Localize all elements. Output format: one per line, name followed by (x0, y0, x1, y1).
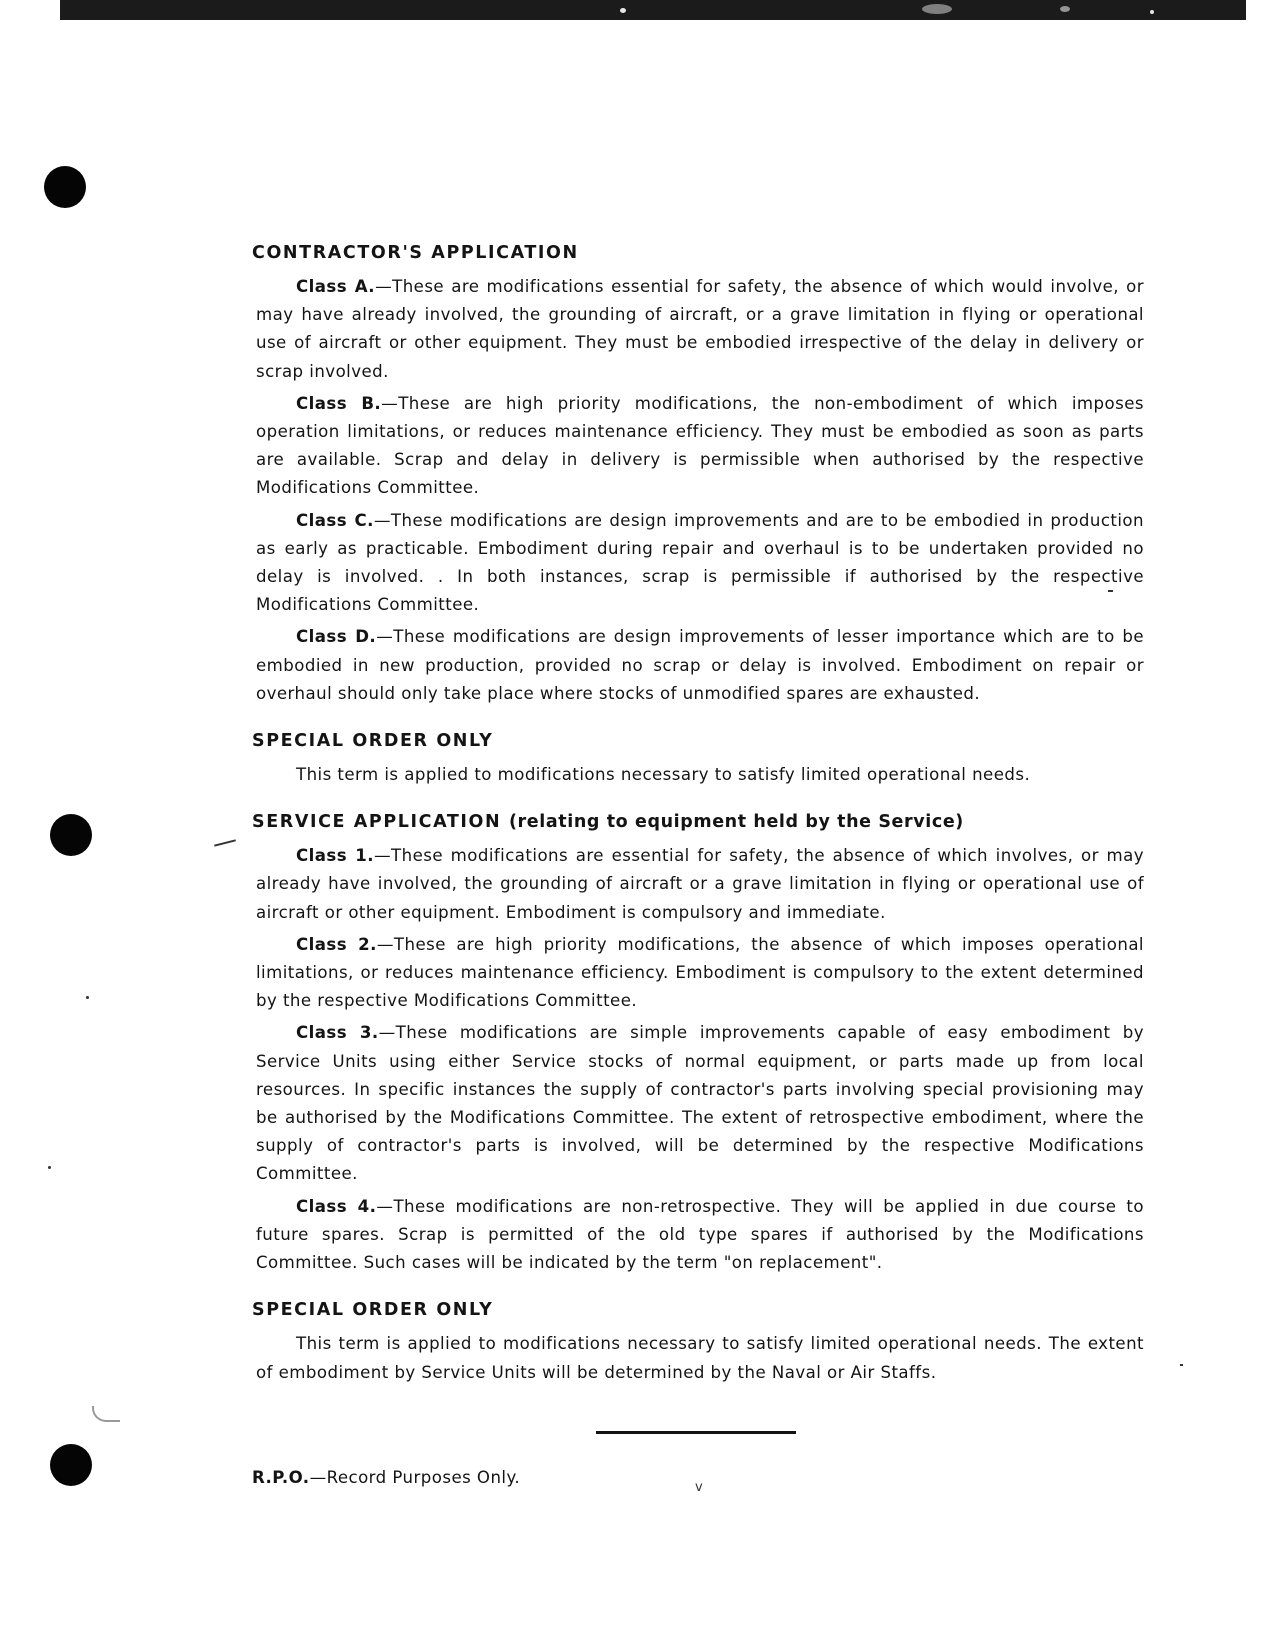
paragraph-class-2 (256, 931, 1144, 1016)
stray-mark (48, 1166, 51, 1169)
paragraph-text: —These modifications are design improvements of lesser importance which are to be embodied in new production, provided no scrap or delay is involved. Embodiment on repair or overhaul should only take place where stocks of unmodified spares are exhausted. (256, 627, 1144, 703)
heading-note: (relating to equipment held by the Service) (508, 812, 964, 833)
class-label: Class C. (296, 510, 374, 530)
section-gap (256, 793, 1144, 809)
section-heading (252, 809, 1144, 835)
page-mark: v (695, 1480, 703, 1495)
section-gap (256, 1281, 1144, 1297)
paragraph-special-order (256, 1330, 1144, 1386)
punch-hole-bottom (50, 1444, 92, 1486)
paragraph-text: This term is applied to modifications necessary to satisfy limited operational needs. The extent of embodiment by Service Units will be determined by the Naval or Air Staffs. (256, 1334, 1144, 1382)
class-label: Class D. (296, 627, 377, 647)
footnote-abbr: R.P.O. (252, 1467, 310, 1487)
paragraph-text: —These modifications are simple improvements capable of easy embodiment by Service Units using either Service stocks of normal equipment, or parts made up from local resources. In specific instances the supply of contractor's parts involving special provisioning may be authorised by the Modifications Committee. The extent of retrospective embodiment, where the supply of contractor's parts is involved, will be determined by the respective Modifications Committee. (256, 1023, 1144, 1184)
heading-text: SERVICE APPLICATION (252, 812, 502, 833)
paragraph-text: —These are high priority modifications, the non-embodiment of which imposes operation limitations, or reduces maintenance efficiency. They must be embodied as soon as parts are available. Scrap and delay in delivery is permissible when authorised by the respective Modifications Committee. (256, 393, 1144, 498)
paragraph-text: —These are high priority modifications, the absence of which imposes operational limitations, or reduces maintenance efficiency. Embodiment is compulsory to the extent determined by the respective Modifications Committee. (256, 934, 1144, 1011)
scan-speck (1150, 10, 1154, 14)
heading-text: CONTRACTOR'S APPLICATION (252, 243, 579, 263)
scan-speck (1060, 6, 1070, 12)
stray-mark (1180, 1364, 1183, 1366)
paragraph-text: This term is applied to modifications necessary to satisfy limited operational needs. (296, 765, 1031, 785)
paragraph-class-b (256, 390, 1144, 503)
paragraph-text: —These modifications are essential for safety, the absence of which involves, or may already have involved, the grounding of aircraft or a grave limitation in flying or operational use of aircraft or other equipment. Embodiment is compulsory and immediate. (256, 846, 1144, 922)
section-heading (252, 728, 1144, 754)
stray-mark (86, 996, 89, 999)
paragraph-text: —These are modifications essential for safety, the absence of which would involve, or may have already involved, the grounding of aircraft, or a grave limitation in flying or operational use of aircraft or other equipment. They must be embodied irrespective of the delay in delivery or scrap involved. (256, 277, 1144, 381)
class-label: Class 4. (296, 1196, 377, 1216)
scan-edge-bar (60, 0, 1246, 20)
section-heading (252, 240, 1144, 266)
stray-mark (214, 839, 236, 846)
paragraph-text: —These modifications are design improvements and are to be embodied in production as early as practicable. Embodiment during repair and overhaul is to be undertaken provided no delay is involved. . In both instances, scrap is permissible if authorised by the respective Modifications Committee. (256, 510, 1144, 615)
paragraph-class-4 (256, 1193, 1144, 1278)
punch-hole-top (44, 166, 86, 208)
paragraph-class-a (256, 273, 1144, 386)
paragraph-special-order (256, 761, 1144, 789)
scan-speck (922, 4, 952, 14)
footnote-text: —Record Purposes Only. (309, 1467, 521, 1487)
section-special-order-service (252, 1297, 1144, 1386)
heading-text: SPECIAL ORDER ONLY (252, 1300, 494, 1321)
section-gap (256, 712, 1144, 728)
section-heading (252, 1297, 1144, 1323)
stray-mark (92, 1406, 120, 1422)
class-label: Class A. (296, 277, 376, 296)
class-label: Class 3. (296, 1023, 379, 1043)
scan-speck (620, 8, 626, 13)
punch-hole-middle (50, 814, 92, 856)
paragraph-text: —These modifications are non-retrospective. They will be applied in due course to future spares. Scrap is permitted of the old type spares if authorised by the Modifications Committee. Such cases will be indicated by the term "on replacement". (256, 1196, 1144, 1273)
class-label: Class B. (296, 393, 382, 413)
paragraph-class-1 (256, 842, 1144, 927)
paragraph-class-3 (256, 1019, 1144, 1188)
paragraph-class-c (256, 507, 1144, 620)
section-special-order-contractor (252, 728, 1144, 789)
class-label: Class 1. (296, 846, 374, 866)
class-label: Class 2. (296, 934, 377, 954)
heading-text: SPECIAL ORDER ONLY (252, 731, 494, 752)
document-body (252, 240, 1144, 1492)
paragraph-class-d (256, 623, 1144, 708)
horizontal-rule (596, 1431, 796, 1434)
section-service-application (252, 809, 1144, 1277)
section-contractors-application (252, 240, 1144, 708)
